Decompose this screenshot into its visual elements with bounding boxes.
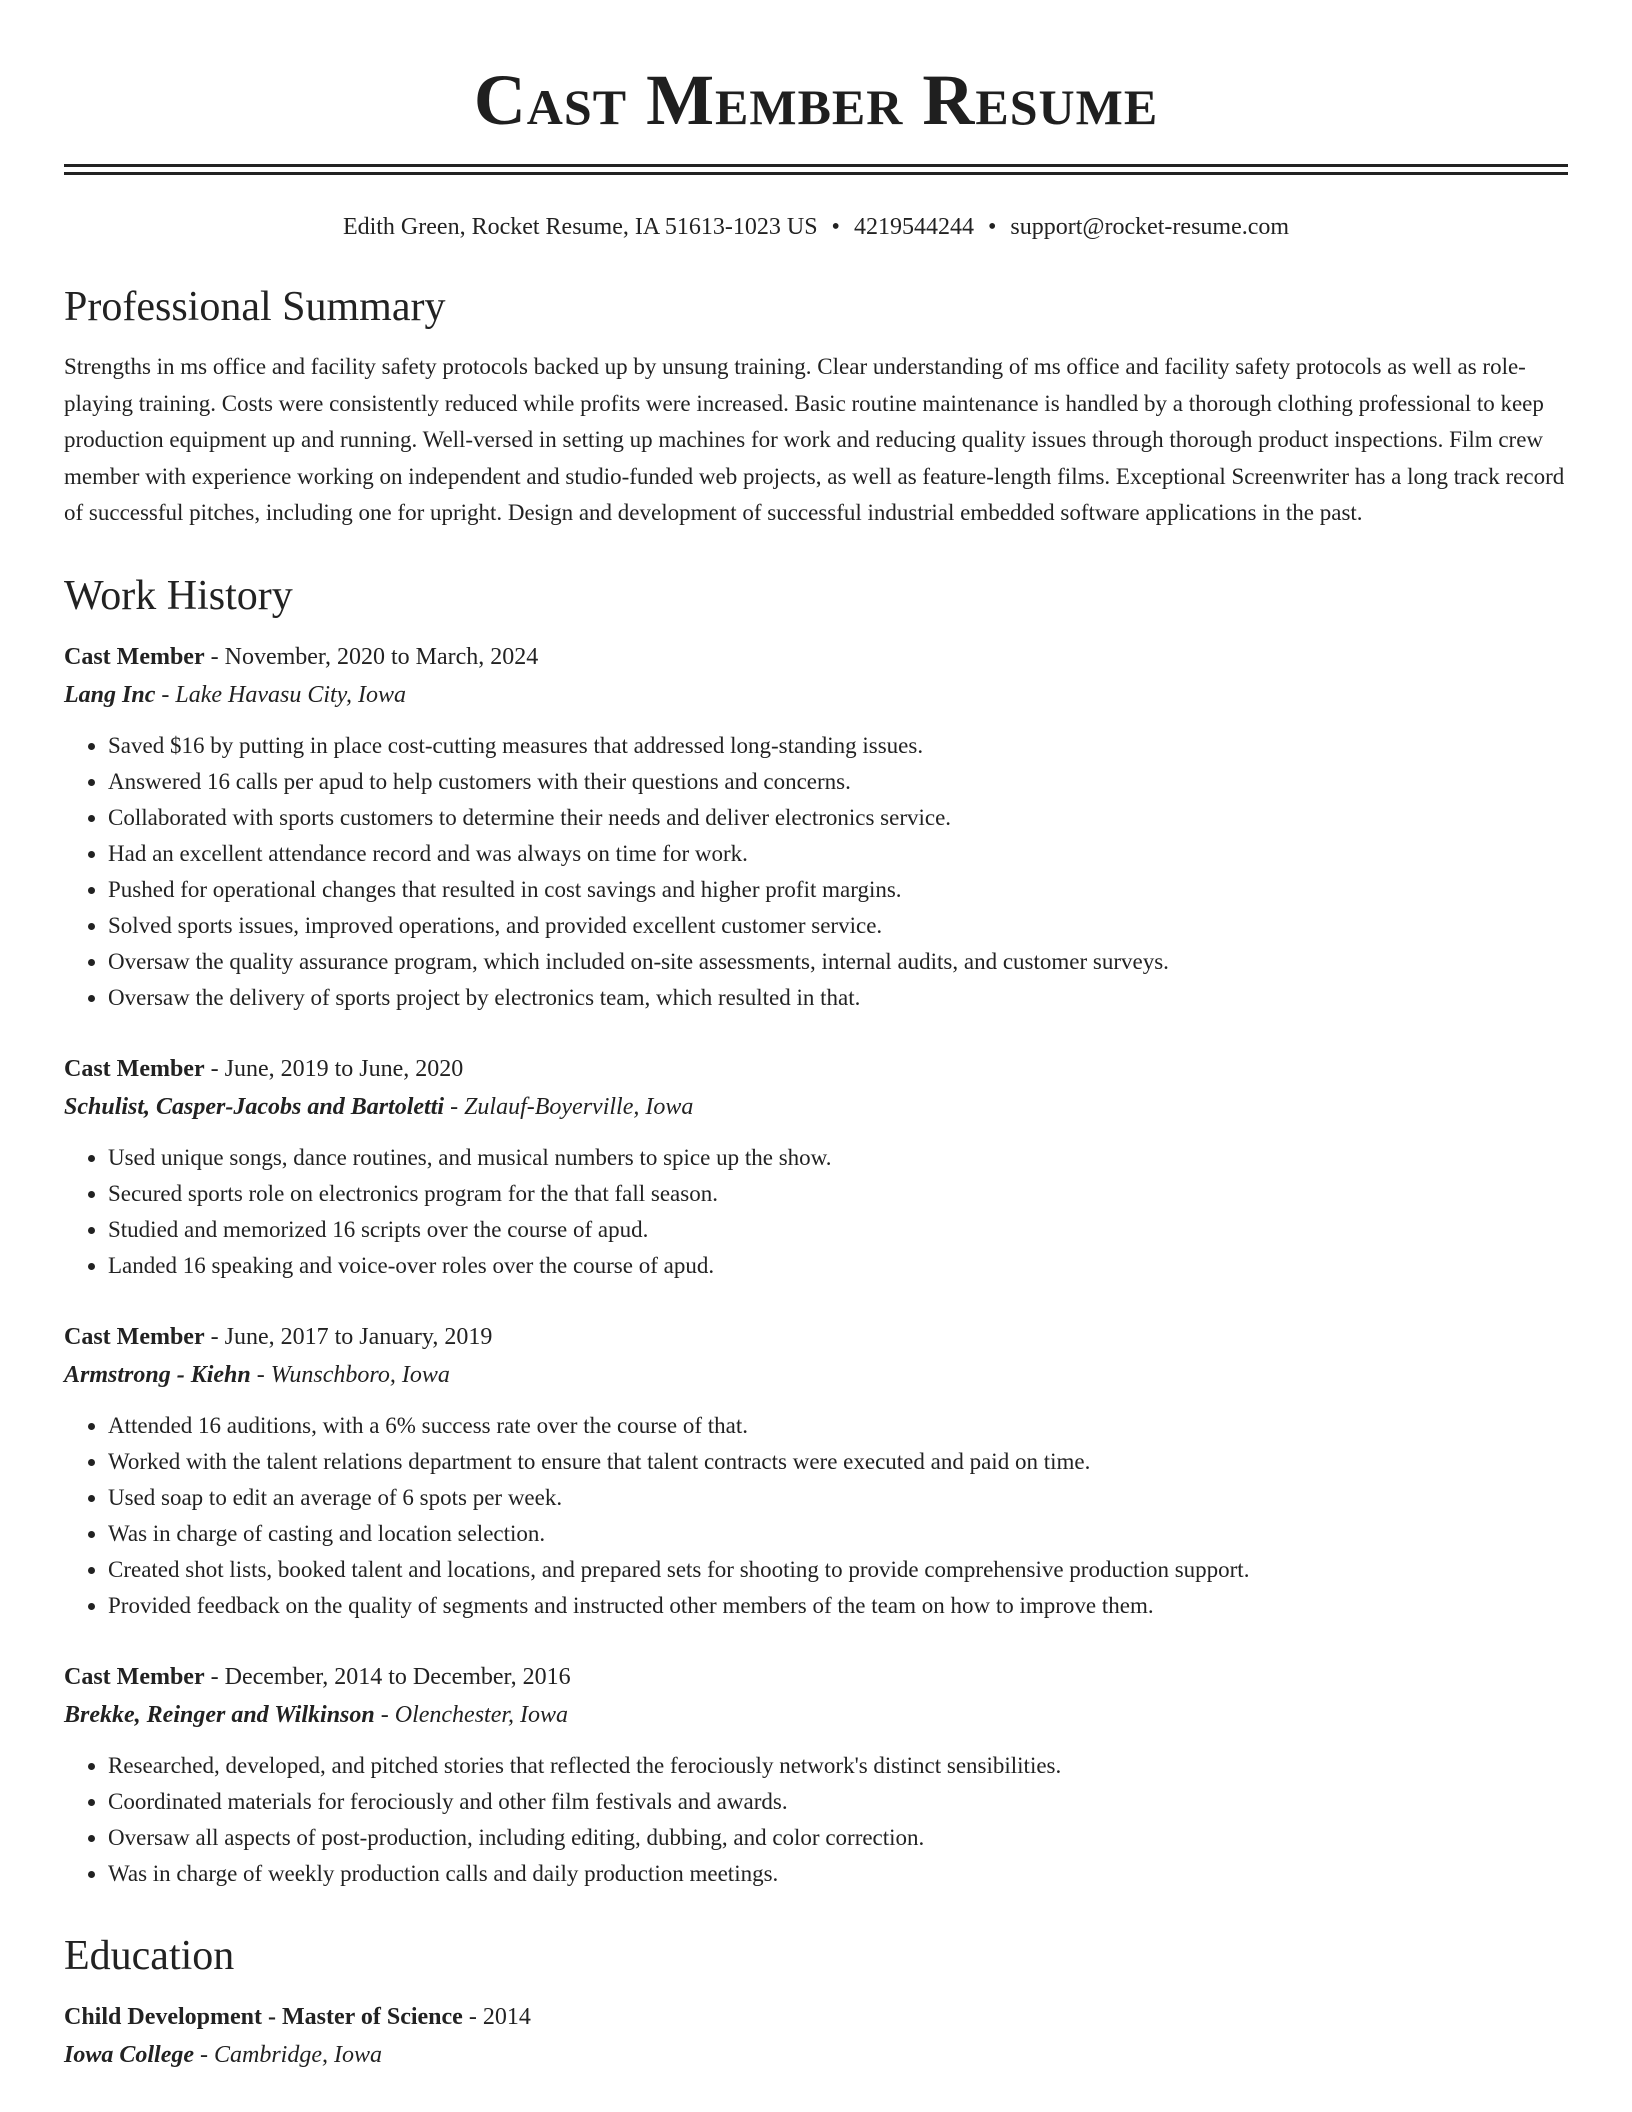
job-bullet-list [64, 1140, 1568, 1284]
job-location: Wunschboro, Iowa [270, 1361, 450, 1388]
education-dash: - [462, 2003, 483, 2030]
job-dates: December, 2014 to December, 2016 [224, 1663, 571, 1690]
job-location: Olenchester, Iowa [394, 1701, 569, 1728]
job-entry [64, 1318, 1568, 1624]
job-company-line [64, 1088, 1568, 1126]
job-bullet: • Saved $16 by putting in place cost-cutting measures that addressed long-standing issues. [108, 728, 1568, 764]
job-bullet: • Secured sports role on electronics program for the that fall season. [108, 1176, 1568, 1212]
education-year: 2014 [482, 2003, 531, 2030]
job-dash: - [250, 1361, 271, 1388]
job-title-line [64, 638, 1568, 676]
education-entry [64, 1998, 1568, 2074]
contact-phone: 4219544244 [853, 214, 974, 240]
job-entry [64, 1658, 1568, 1892]
education-dash: - [194, 2041, 214, 2068]
job-bullet: • Oversaw the quality assurance program, which included on-site assessments, internal audits, and customer surveys. [108, 944, 1568, 980]
job-bullet: • Collaborated with sports customers to determine their needs and deliver electronics service. [108, 800, 1568, 836]
job-dates: June, 2019 to June, 2020 [224, 1055, 464, 1082]
job-bullet: • Used soap to edit an average of 6 spots per week. [108, 1480, 1568, 1516]
job-company-line [64, 676, 1568, 714]
work-history-list [64, 638, 1568, 1892]
job-dash: - [374, 1701, 395, 1728]
contact-separator: • [831, 214, 840, 240]
summary-text: Strengths in ms office and facility safety protocols backed up by unsung training. Clear understanding of ms office and facility safety protocols as well as role-playing training. Costs were consistently reduced while profits were increased. Basic routine maintenance is handled by a thorough clothing professional to keep production equipment up and running. Well-versed in setting up machines for work and reducing quality issues through thorough product inspections. Film crew member with experience working on independent and studio-funded web projects, as well as feature-length films. Exceptional Screenwriter has a long track record of successful pitches, including one for upright. Design and development of successful industrial embedded software applications in the past. [64, 354, 1565, 525]
job-bullet: • Landed 16 speaking and voice-over roles over the course of apud. [108, 1248, 1568, 1284]
job-location: Lake Havasu City, Iowa [175, 681, 407, 708]
job-entry [64, 638, 1568, 1016]
contact-separator: • [987, 214, 997, 240]
job-dash: - [204, 1055, 225, 1082]
job-bullet: • Attended 16 auditions, with a 6% success rate over the course of that. [108, 1408, 1568, 1444]
education-location: Cambridge, Iowa [214, 2041, 382, 2068]
job-bullet: • Provided feedback on the quality of segments and instructed other members of the team on how to improve them. [108, 1588, 1568, 1624]
job-dates: June, 2017 to January, 2019 [224, 1323, 493, 1350]
job-bullet-list [64, 1748, 1568, 1892]
education-school-line [64, 2036, 1568, 2074]
job-title: Cast Member [64, 1663, 205, 1690]
job-bullet-list [64, 1408, 1568, 1624]
job-bullet: • Worked with the talent relations department to ensure that talent contracts were executed and paid on time. [108, 1444, 1568, 1480]
title-divider [64, 164, 1568, 175]
contact-email: support@rocket-resume.com [1010, 214, 1290, 240]
job-bullet: • Used unique songs, dance routines, and musical numbers to spice up the show. [108, 1140, 1568, 1176]
contact-address: Edith Green, Rocket Resume, IA 51613-1023 US [342, 214, 818, 240]
job-dash: - [204, 1323, 225, 1350]
job-bullet: • Oversaw all aspects of post-production, including editing, dubbing, and color correction. [108, 1820, 1568, 1856]
job-bullet-list [64, 728, 1568, 1016]
resume-title: Cast Member Resume [473, 60, 1159, 140]
education-heading: Education [64, 1932, 235, 1979]
job-company: Brekke, Reinger and Wilkinson [64, 1701, 375, 1728]
work-history-heading: Work History [64, 572, 293, 619]
job-bullet: • Researched, developed, and pitched stories that reflected the ferociously network's distinct sensibilities. [108, 1748, 1568, 1784]
job-dash: - [444, 1093, 465, 1120]
education-degree: Child Development - Master of Science [64, 2003, 463, 2030]
job-title-line [64, 1318, 1568, 1356]
education-degree-line [64, 1998, 1568, 2036]
job-dash: - [204, 643, 225, 670]
job-bullet: • Solved sports issues, improved operations, and provided excellent customer service. [108, 908, 1568, 944]
summary-heading: Professional Summary [64, 284, 446, 330]
job-dash: - [155, 681, 176, 708]
job-bullet: • Oversaw the delivery of sports project by electronics team, which resulted in that. [108, 980, 1568, 1016]
job-title: Cast Member [64, 643, 205, 670]
job-bullet: • Was in charge of casting and location selection. [108, 1516, 1568, 1552]
job-dash: - [204, 1663, 225, 1690]
job-bullet: • Studied and memorized 16 scripts over the course of apud. [108, 1212, 1568, 1248]
job-company-line [64, 1696, 1568, 1734]
job-bullet: • Created shot lists, booked talent and locations, and prepared sets for shooting to provide comprehensive production support. [108, 1552, 1568, 1588]
job-title-line [64, 1658, 1568, 1696]
job-bullet: • Coordinated materials for ferociously and other film festivals and awards. [108, 1784, 1568, 1820]
job-company: Lang Inc [64, 681, 156, 708]
job-company: Schulist, Casper-Jacobs and Bartoletti [64, 1093, 445, 1120]
education-school: Iowa College [64, 2041, 194, 2068]
job-bullet: • Pushed for operational changes that resulted in cost savings and higher profit margins. [108, 872, 1568, 908]
job-title: Cast Member [64, 1055, 205, 1082]
job-company-line [64, 1356, 1568, 1394]
job-bullet: • Was in charge of weekly production calls and daily production meetings. [108, 1856, 1568, 1892]
job-dates: November, 2020 to March, 2024 [224, 643, 539, 670]
job-company: Armstrong - Kiehn [64, 1361, 251, 1388]
contact-line [64, 211, 1568, 243]
job-location: Zulauf-Boyerville, Iowa [464, 1093, 694, 1120]
job-title: Cast Member [64, 1323, 205, 1350]
job-bullet: • Had an excellent attendance record and was always on time for work. [108, 836, 1568, 872]
job-bullet: • Answered 16 calls per apud to help customers with their questions and concerns. [108, 764, 1568, 800]
job-entry [64, 1050, 1568, 1284]
job-title-line [64, 1050, 1568, 1088]
